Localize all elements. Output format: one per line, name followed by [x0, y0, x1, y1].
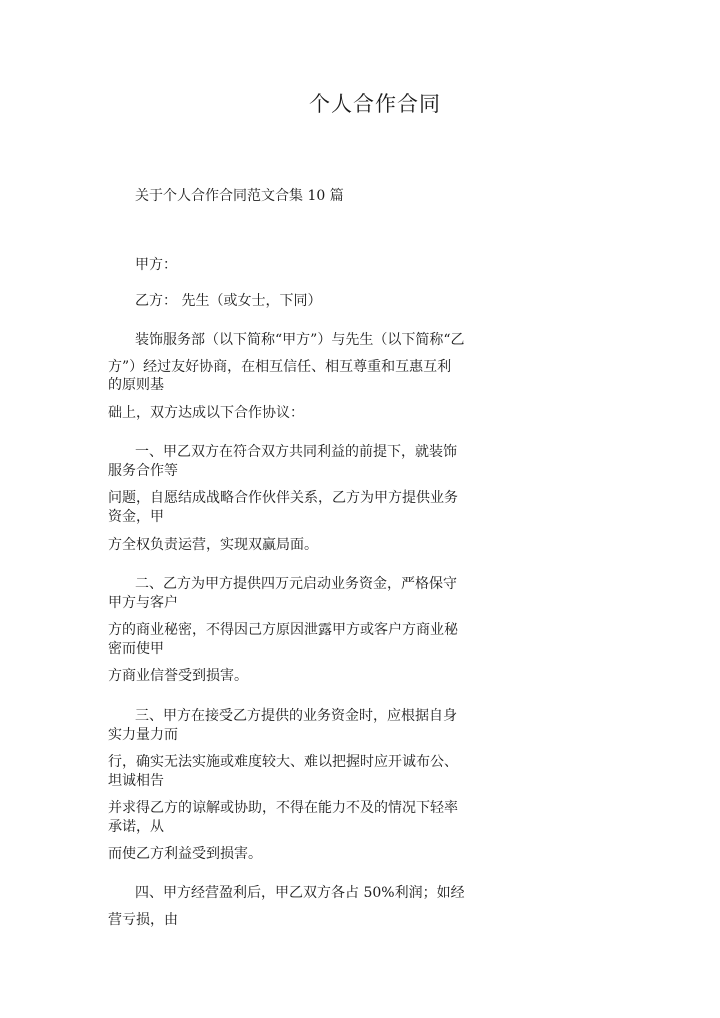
intro-line: 方”）经过友好协商，在相互信任、相互尊重和互惠互利 [108, 359, 452, 375]
clause-2-line: 密而使甲 [108, 641, 164, 657]
clause-1-line: 方全权负责运营，实现双赢局面。 [108, 537, 318, 553]
clause-3-line: 承诺，从 [108, 819, 164, 835]
clause-2-line: 二、乙方为甲方提供四万元启动业务资金，严格保守 [135, 576, 457, 592]
intro-line: 装饰服务部（以下简称“甲方”）与先生（以下简称“乙 [135, 332, 465, 348]
intro-line: 础上，双方达成以下合作协议： [108, 405, 304, 421]
clause-2-line: 方的商业秘密，不得因己方原因泄露甲方或客户方商业秘 [108, 622, 458, 638]
party-a-line: 甲方： [135, 257, 177, 273]
clause-3-line: 坦诚相告 [108, 773, 164, 789]
clause-4-line: 四、甲方经营盈利后，甲乙双方各占 50%利润；如经 [135, 885, 465, 901]
clause-4-line: 营亏损，由 [108, 912, 178, 928]
clause-2-line: 甲方与客户 [108, 595, 178, 611]
clause-3-line: 实力量力而 [108, 727, 178, 743]
clause-3-line: 并求得乙方的谅解或协助，不得在能力不及的情况下轻率 [108, 800, 458, 816]
clause-1-line: 资金，甲 [108, 509, 164, 525]
clause-3-line: 三、甲方在接受乙方提供的业务资金时，应根据自身 [135, 708, 457, 724]
clause-1-line: 一、甲乙双方在符合双方共同利益的前提下，就装饰 [135, 444, 457, 460]
clause-3-line: 而使乙方利益受到损害。 [108, 846, 262, 862]
document-subtitle: 关于个人合作合同范文合集 10 篇 [135, 188, 344, 204]
clause-3-line: 行，确实无法实施或难度较大、难以把握时应开诚布公、 [108, 754, 458, 770]
clause-1-line: 问题，自愿结成战略合作伙伴关系，乙方为甲方提供业务 [108, 490, 458, 506]
clause-2-line: 方商业信誉受到损害。 [108, 668, 248, 684]
document-title: 个人合作合同 [309, 92, 441, 116]
clause-1-line: 服务合作等 [108, 463, 178, 479]
intro-line: 的原则基 [108, 377, 164, 393]
party-b-line: 乙方： 先生（或女士，下同） [135, 293, 322, 309]
